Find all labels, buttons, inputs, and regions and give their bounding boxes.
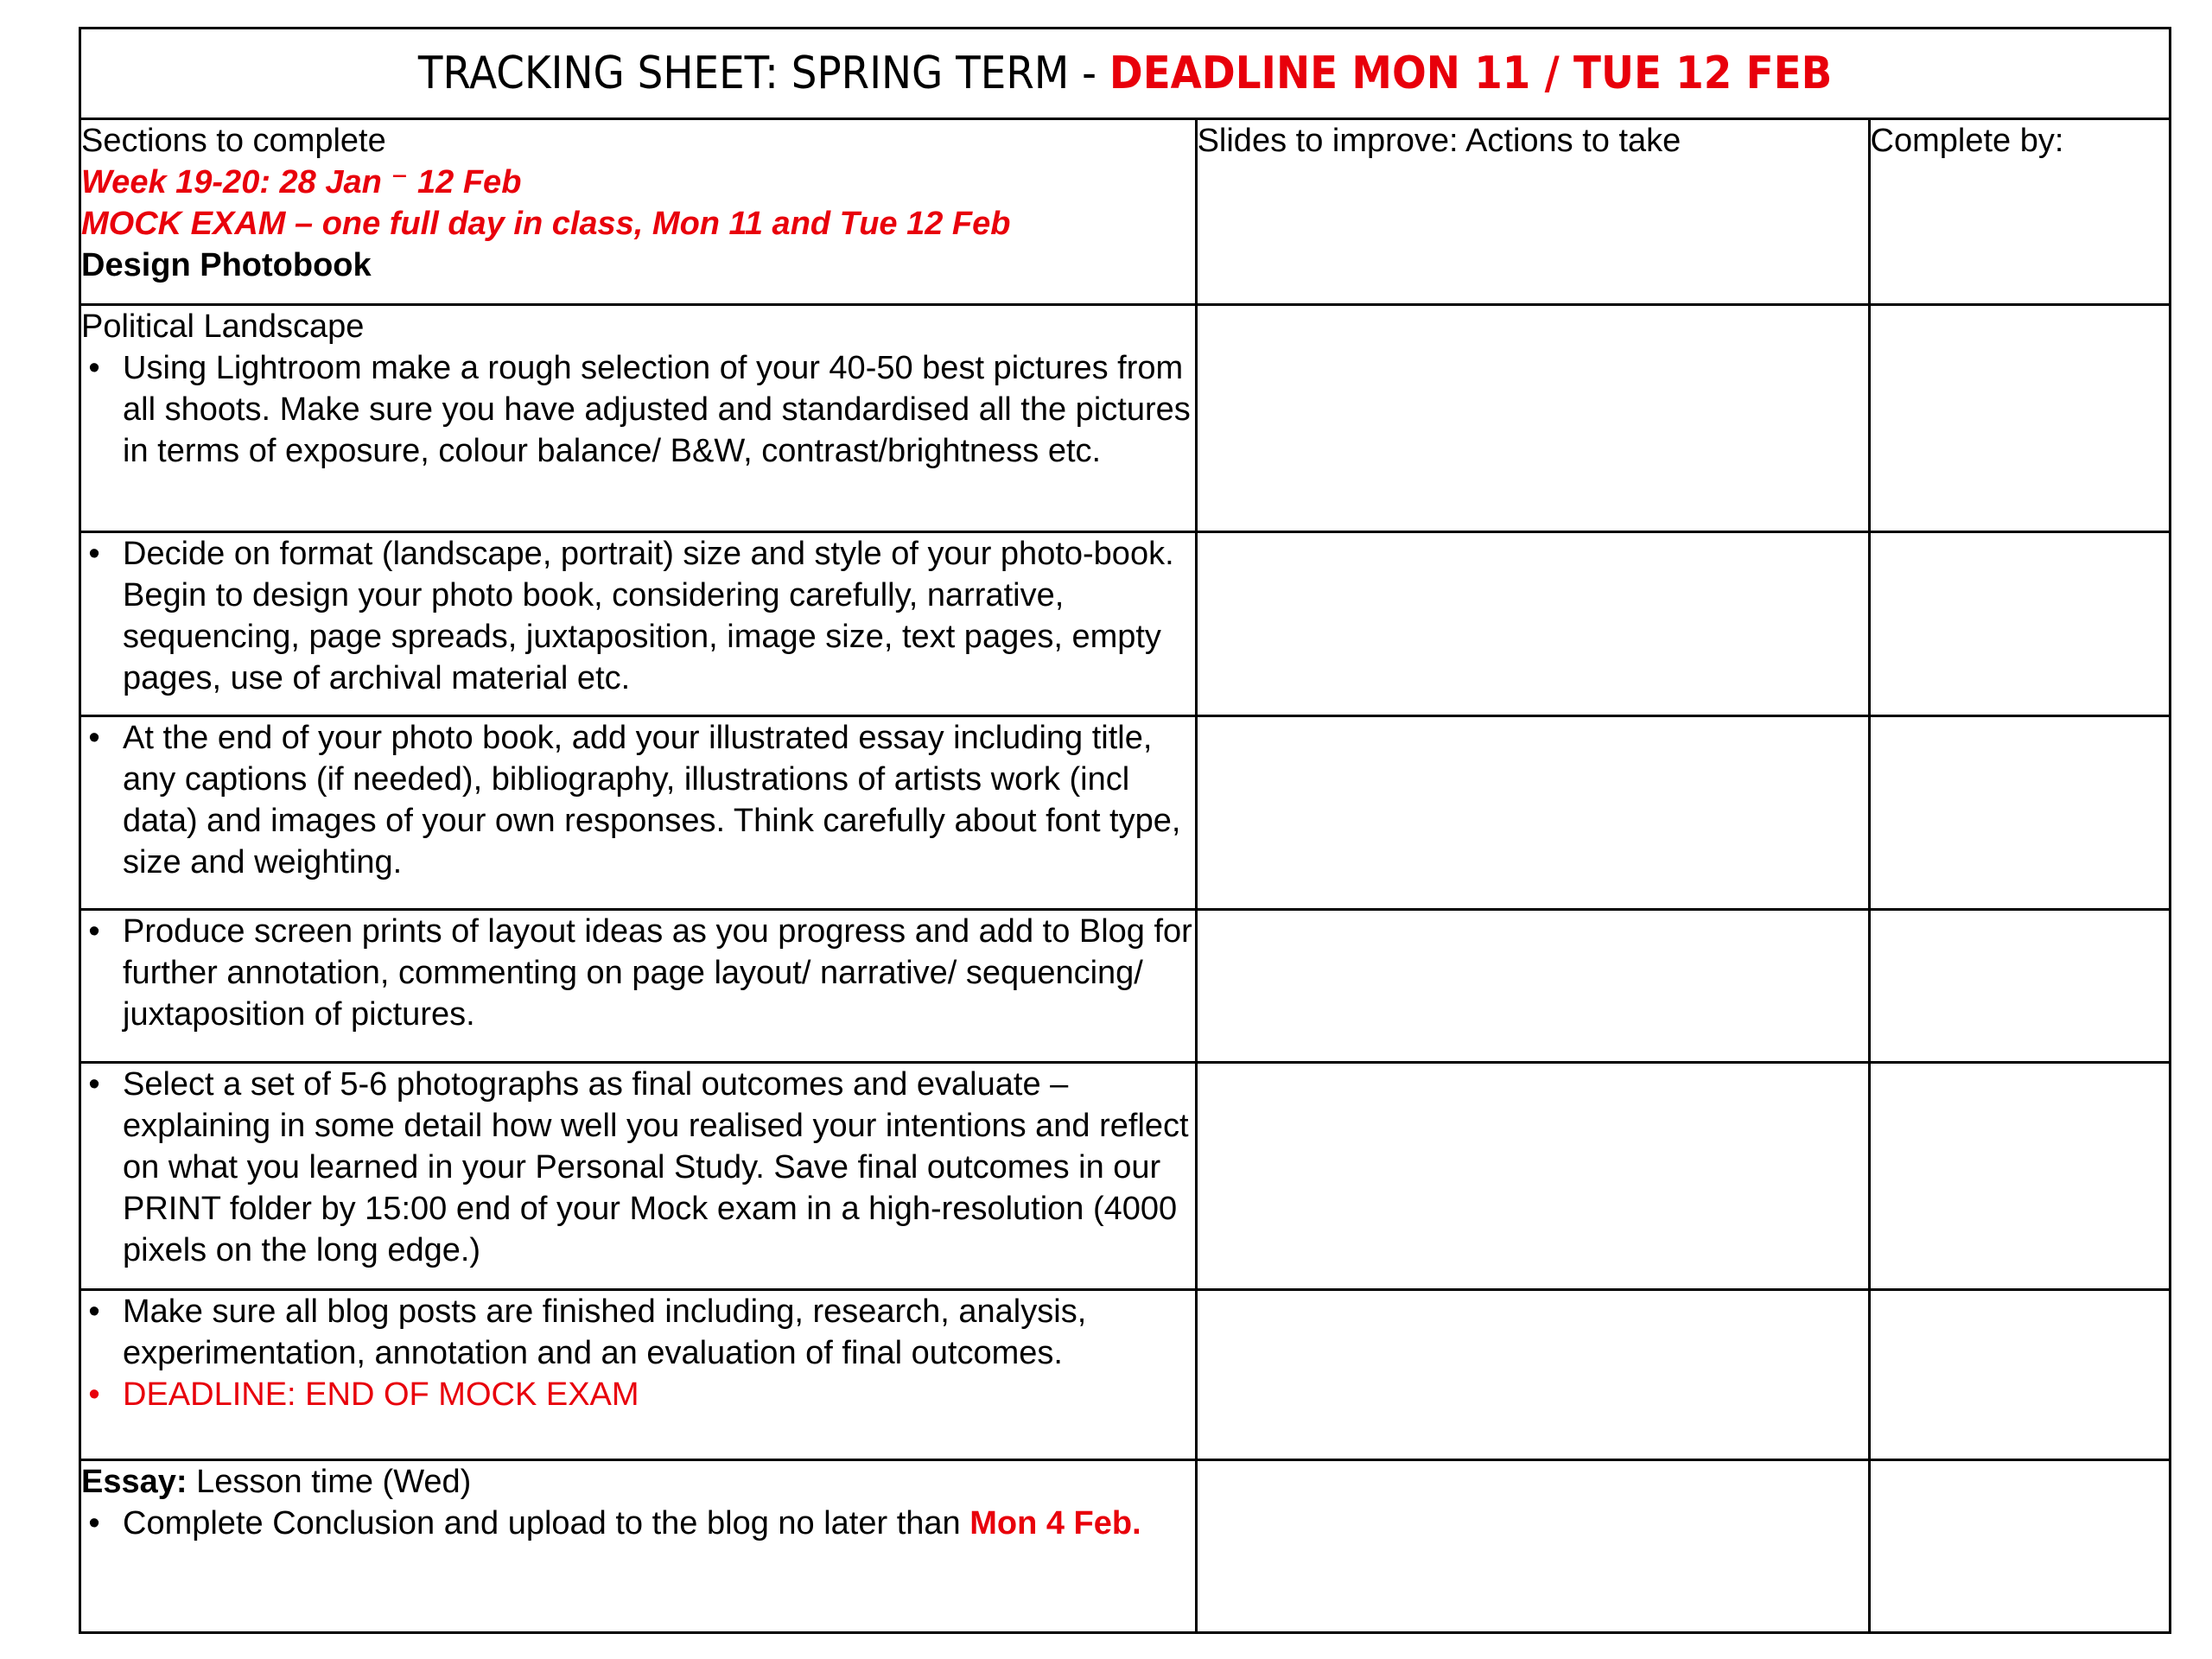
- task-list: [81, 717, 1195, 883]
- task-list: [81, 1064, 1195, 1271]
- actions-cell[interactable]: [1196, 305, 1869, 532]
- task-text: Using Lightroom make a rough selection of your 40-50 best pictures from all shoots. Make sure you have adjusted and standardised all the pictures in terms of exposure, colour balance/ B&W, contrast/brightness etc.: [123, 350, 1191, 469]
- actions-cell[interactable]: [1196, 1460, 1869, 1633]
- title-row: [80, 29, 2171, 119]
- essay-lesson-time: Lesson time (Wed): [187, 1464, 472, 1500]
- complete-by-cell[interactable]: [1869, 532, 2170, 716]
- actions-cell[interactable]: [1196, 910, 1869, 1063]
- complete-by-cell[interactable]: [1869, 1063, 2170, 1290]
- complete-by-cell[interactable]: [1869, 305, 2170, 532]
- task-text: Decide on format (landscape, portrait) size and style of your photo-book. Begin to design your photo book, considering carefully, narrative, sequencing, page spreads, juxtaposition, image size, text pages, empty pages, use of archival material etc.: [123, 536, 1174, 696]
- task-cell: [80, 1460, 1197, 1633]
- bullet-marker: •: [88, 350, 100, 386]
- table-row: [80, 910, 2171, 1063]
- essay-label: Essay:: [81, 1464, 188, 1500]
- task-cell: [80, 305, 1197, 532]
- task-text: At the end of your photo book, add your illustrated essay including title, any captions (if needed), bibliography, illustrations of artists work (incl data) and images of your own responses. Think carefully about font type, size and weighting.: [123, 720, 1181, 880]
- complete-by-cell[interactable]: [1869, 1460, 2170, 1633]
- header-actions-cell: [1196, 119, 1869, 305]
- task-cell: [80, 532, 1197, 716]
- bullet-marker: •: [88, 1505, 100, 1541]
- task-list: [81, 911, 1195, 1035]
- task-cell: [80, 910, 1197, 1063]
- task-cell: [80, 1290, 1197, 1460]
- task-list: [81, 1503, 1195, 1544]
- bullet-marker: •: [88, 1066, 100, 1103]
- bullet-marker: •: [88, 720, 100, 756]
- task-text: Complete Conclusion and upload to the blog no later than: [123, 1505, 970, 1541]
- task-text: Select a set of 5-6 photographs as final outcomes and evaluate – explaining in some detail how well you realised your intentions and reflect on what you learned in your Personal Study. Save final outcomes in our PRINT folder by 15:00 end of your Mock exam in a high-resolution (4000 pixels on the long edge.): [123, 1066, 1189, 1268]
- task-list: [81, 533, 1195, 699]
- header-sections-cell: [80, 119, 1197, 305]
- table-row: [80, 305, 2171, 532]
- bullet-marker: •: [88, 1376, 100, 1413]
- header-complete-by-label: Complete by:: [1870, 123, 2064, 159]
- list-item: [81, 347, 1195, 472]
- header-week-range: Week 19-20: 28 Jan ⁻ 12 Feb: [81, 164, 522, 200]
- task-list: [81, 347, 1195, 472]
- complete-by-cell[interactable]: [1869, 910, 2170, 1063]
- table-row: [80, 1063, 2171, 1290]
- task-text: Produce screen prints of layout ideas as you progress and add to Blog for further annotation, commenting on page layout/ narrative/ sequencing/ juxtaposition of pictures.: [123, 913, 1192, 1033]
- tracking-sheet-table: [79, 27, 2171, 1634]
- header-mock-exam: MOCK EXAM – one full day in class, Mon 11 and Tue 12 Feb: [81, 206, 1011, 242]
- task-heading: Political Landscape: [81, 308, 365, 345]
- actions-cell[interactable]: [1196, 1063, 1869, 1290]
- table-row: [80, 716, 2171, 910]
- title-cell: [80, 29, 2171, 119]
- list-item: [81, 1503, 1195, 1544]
- list-item: [81, 717, 1195, 883]
- title-deadline: DEADLINE MON 11 / TUE 12 FEB: [1109, 48, 1833, 99]
- bullet-marker: •: [88, 1294, 100, 1330]
- bullet-marker: •: [88, 913, 100, 950]
- title-prefix: TRACKING SHEET: SPRING TERM -: [417, 48, 1109, 99]
- task-cell: [80, 1063, 1197, 1290]
- actions-cell[interactable]: [1196, 532, 1869, 716]
- complete-by-cell[interactable]: [1869, 1290, 2170, 1460]
- actions-cell[interactable]: [1196, 716, 1869, 910]
- sheet-title: [417, 48, 1833, 99]
- list-item: [81, 911, 1195, 1035]
- table-row: [80, 1460, 2171, 1633]
- deadline-text: DEADLINE: END OF MOCK EXAM: [123, 1376, 639, 1413]
- task-text: Make sure all blog posts are finished including, research, analysis, experimentation, annotation and an evaluation of final outcomes.: [123, 1294, 1087, 1371]
- header-sections-label: Sections to complete: [81, 123, 386, 159]
- list-item: [81, 1291, 1195, 1374]
- list-item: [81, 1064, 1195, 1271]
- bullet-marker: •: [88, 536, 100, 572]
- header-design-photobook: Design Photobook: [81, 247, 372, 283]
- header-complete-by-cell: [1869, 119, 2170, 305]
- task-cell: [80, 716, 1197, 910]
- complete-by-cell[interactable]: [1869, 716, 2170, 910]
- list-item-deadline: [81, 1374, 1195, 1415]
- task-list: [81, 1291, 1195, 1415]
- actions-cell[interactable]: [1196, 1290, 1869, 1460]
- table-row: [80, 532, 2171, 716]
- list-item: [81, 533, 1195, 699]
- essay-heading: [81, 1461, 1195, 1503]
- essay-deadline: Mon 4 Feb.: [969, 1505, 1141, 1541]
- header-actions-label: Slides to improve: Actions to take: [1197, 123, 1681, 159]
- header-row: [80, 119, 2171, 305]
- table-row: [80, 1290, 2171, 1460]
